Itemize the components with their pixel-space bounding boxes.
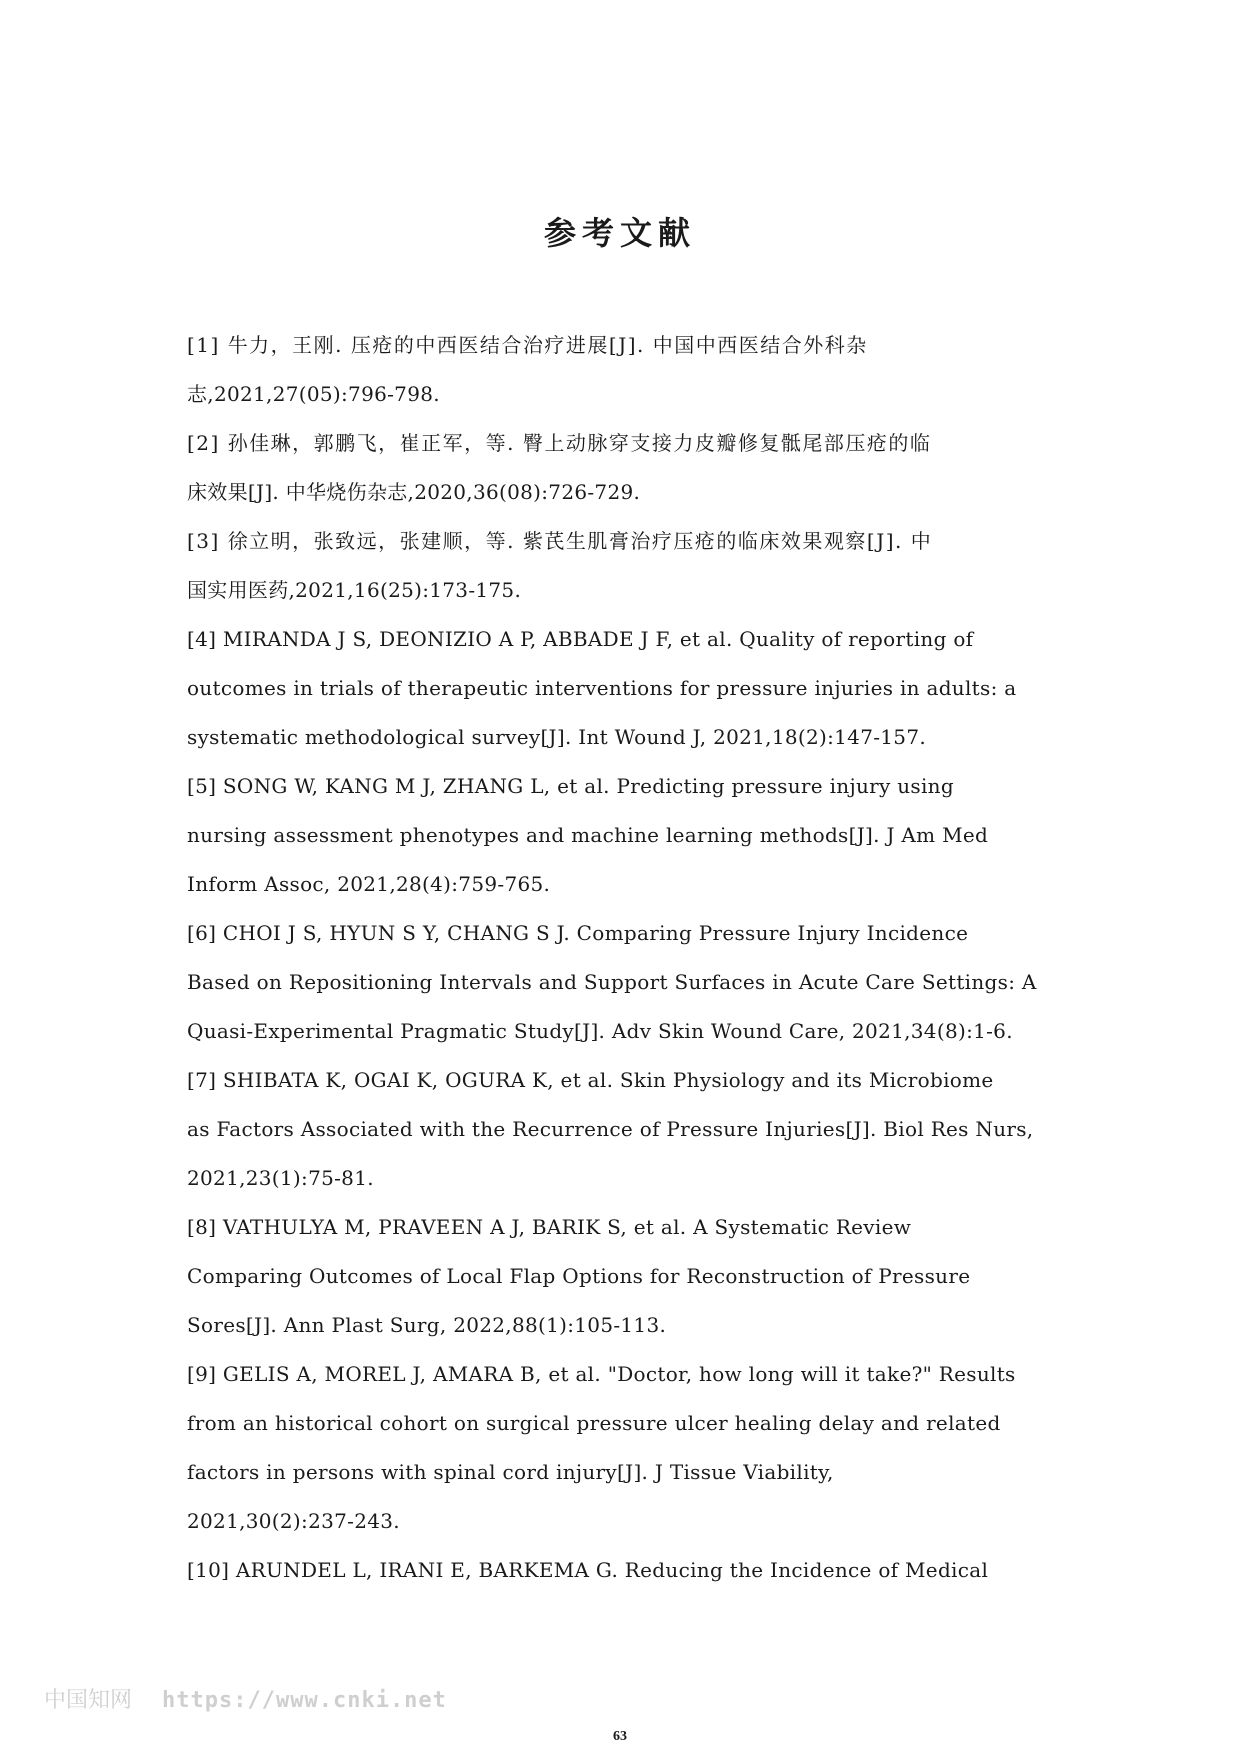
- reference-6-line-2: Based on Repositioning Intervals and Support Surfaces in Acute Care Settings: A: [187, 970, 1037, 994]
- page-number: 63: [613, 1729, 627, 1744]
- reference-7-line-2: as Factors Associated with the Recurrence of Pressure Injuries[J]. Biol Res Nurs,: [187, 1117, 1034, 1141]
- reference-2-line-2: 床效果[J]. 中华烧伤杂志,2020,36(08):726-729.: [187, 480, 641, 504]
- reference-9-line-3: factors in persons with spinal cord injury[J]. J Tissue Viability,: [187, 1460, 834, 1484]
- reference-7-line-3: 2021,23(1):75-81.: [187, 1166, 374, 1190]
- reference-8-line-2: Comparing Outcomes of Local Flap Options for Reconstruction of Pressure: [187, 1264, 971, 1288]
- reference-9-line-2: from an historical cohort on surgical pressure ulcer healing delay and related: [187, 1411, 1001, 1435]
- reference-9-line-4: 2021,30(2):237-243.: [187, 1509, 400, 1533]
- reference-1-line-2: 志,2021,27(05):796-798.: [187, 382, 440, 406]
- reference-4-line-3: systematic methodological survey[J]. Int Wound J, 2021,18(2):147-157.: [187, 725, 927, 749]
- reference-5-line-3: Inform Assoc, 2021,28(4):759-765.: [187, 872, 551, 896]
- reference-5-line-2: nursing assessment phenotypes and machine learning methods[J]. J Am Med: [187, 823, 989, 847]
- reference-10-line-1: [10] ARUNDEL L, IRANI E, BARKEMA G. Reducing the Incidence of Medical: [187, 1558, 989, 1582]
- reference-2-line-1: [2] 孙佳琳，郭鹏飞，崔正军，等. 臀上动脉穿支接力皮瓣修复骶尾部压疮的临: [187, 431, 932, 455]
- reference-6-line-1: [6] CHOI J S, HYUN S Y, CHANG S J. Comparing Pressure Injury Incidence: [187, 921, 969, 945]
- reference-5-line-1: [5] SONG W, KANG M J, ZHANG L, et al. Predicting pressure injury using: [187, 774, 954, 798]
- page-title: 参考文献: [543, 214, 696, 252]
- reference-1-line-1: [1] 牛力，王刚. 压疮的中西医结合治疗进展[J]. 中国中西医结合外科杂: [187, 333, 868, 357]
- cnki-watermark: [44, 1683, 447, 1714]
- reference-3-line-2: 国实用医药,2021,16(25):173-175.: [187, 578, 522, 602]
- reference-8-line-3: Sores[J]. Ann Plast Surg, 2022,88(1):105-113.: [187, 1313, 667, 1337]
- reference-4-line-1: [4] MIRANDA J S, DEONIZIO A P, ABBADE J F, et al. Quality of reporting of: [187, 627, 974, 651]
- reference-list: [187, 326, 1047, 1600]
- reference-8-line-1: [8] VATHULYA M, PRAVEEN A J, BARIK S, et al. A Systematic Review: [187, 1215, 912, 1239]
- reference-6-line-3: Quasi-Experimental Pragmatic Study[J]. Adv Skin Wound Care, 2021,34(8):1-6.: [187, 1019, 1013, 1043]
- reference-4-line-2: outcomes in trials of therapeutic interventions for pressure injuries in adults: a: [187, 676, 1017, 700]
- watermark-site-name: 中国知网: [44, 1688, 133, 1713]
- reference-9-line-1: [9] GELIS A, MOREL J, AMARA B, et al. "Doctor, how long will it take?" Results: [187, 1362, 1016, 1386]
- reference-7-line-1: [7] SHIBATA K, OGAI K, OGURA K, et al. Skin Physiology and its Microbiome: [187, 1068, 994, 1092]
- reference-3-line-1: [3] 徐立明，张致远，张建顺，等. 紫芪生肌膏治疗压疮的临床效果观察[J]. 中: [187, 529, 933, 553]
- watermark-url: https://www.cnki.net: [162, 1688, 447, 1713]
